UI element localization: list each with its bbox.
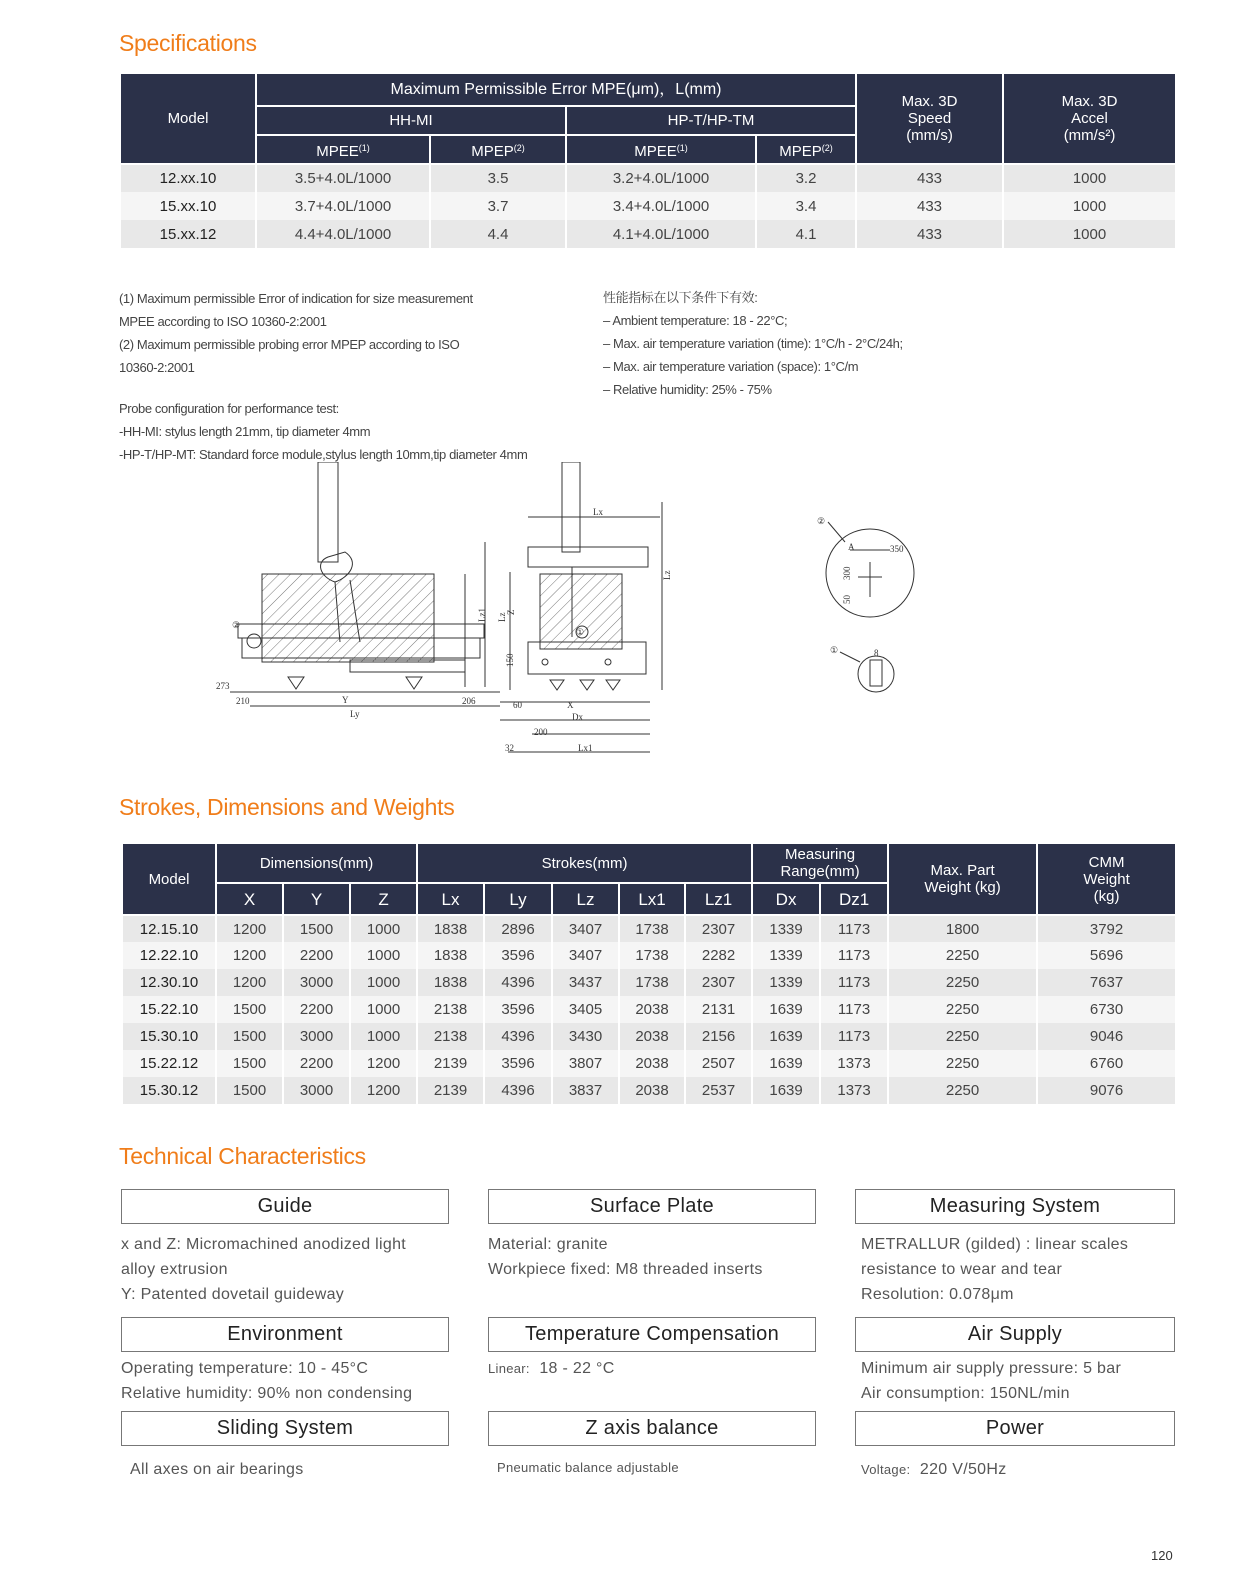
mpee-label: MPEE [316, 142, 359, 160]
text-line: METRALLUR (gilded) : linear scales [861, 1236, 1129, 1253]
col-strokes: Strokes(mm) [417, 843, 752, 883]
mpee-sup: (1) [676, 142, 688, 153]
text-line: Operating temperature: 10 - 45°C [121, 1360, 369, 1377]
mpep-label: MPEP [779, 142, 822, 160]
cell: 2307 [685, 915, 752, 942]
col-hh-mpee [256, 135, 430, 164]
cell: 4.1 [756, 220, 856, 248]
cell: 3.7 [430, 192, 566, 220]
col-lz: Lz [552, 883, 619, 915]
cell: 1200 [216, 942, 283, 969]
mpep-label: MPEP [471, 142, 514, 160]
cell: 1500 [216, 996, 283, 1023]
col-dimensions: Dimensions(mm) [216, 843, 417, 883]
note-line: (1) Maximum permissible Error of indication for size measurement [119, 291, 473, 306]
note-line: 性能指标在以下条件下有效: [603, 290, 758, 305]
cell: 3000 [283, 969, 350, 996]
table-row [122, 1023, 1176, 1050]
cell: 1000 [350, 942, 417, 969]
cell-model: 15.30.12 [122, 1077, 216, 1104]
power-box: Power [855, 1411, 1175, 1446]
feet [288, 677, 422, 689]
table-row [122, 969, 1176, 996]
cell: 2138 [417, 996, 484, 1023]
table-row [122, 915, 1176, 942]
dim-lx1: Lx1 [578, 743, 593, 753]
text-line: Pneumatic balance adjustable [497, 1460, 679, 1475]
cell: 2038 [619, 1077, 685, 1104]
cell-model: 15.22.12 [122, 1050, 216, 1077]
cell: 3.4 [756, 192, 856, 220]
cell: 1173 [820, 996, 888, 1023]
cell: 2250 [888, 1023, 1037, 1050]
cell: 1738 [619, 969, 685, 996]
cell: 433 [856, 220, 1003, 248]
cell: 2250 [888, 1077, 1037, 1104]
cell: 1500 [216, 1050, 283, 1077]
col-model: Model [120, 73, 256, 164]
col-ly: Ly [484, 883, 552, 915]
cell: 3437 [552, 969, 619, 996]
cell: 2250 [888, 969, 1037, 996]
cell: 3430 [552, 1023, 619, 1050]
cell-model: 15.22.10 [122, 996, 216, 1023]
cell: 1800 [888, 915, 1037, 942]
dim-ly: Ly [350, 709, 360, 719]
col-dx: Dx [752, 883, 820, 915]
cell: 1838 [417, 969, 484, 996]
cell: 1200 [350, 1050, 417, 1077]
dim-350: 350 [890, 544, 904, 554]
col-measuring [752, 843, 888, 883]
col-dz1: Dz1 [820, 883, 888, 915]
cell-model: 15.xx.12 [120, 220, 256, 248]
cell: 3407 [552, 915, 619, 942]
notes-left [119, 287, 519, 379]
measuring-system-text [861, 1232, 1128, 1307]
strokes-title: Strokes, Dimensions and Weights [119, 794, 455, 820]
z-axis-balance-box: Z axis balance [488, 1411, 816, 1446]
text-line: Material: granite [488, 1236, 608, 1253]
cell: 1500 [216, 1077, 283, 1104]
cell: 1639 [752, 1050, 820, 1077]
cell: 1838 [417, 915, 484, 942]
cell: 2138 [417, 1023, 484, 1050]
dim-210: 210 [236, 696, 250, 706]
cell: 2200 [283, 1050, 350, 1077]
text-line: Air consumption: 150NL/min [861, 1385, 1070, 1402]
cell: 2250 [888, 942, 1037, 969]
col-cmm-weight [1037, 843, 1176, 915]
cell: 3.2 [756, 164, 856, 192]
guide-box: Guide [121, 1189, 449, 1224]
cell: 1639 [752, 1077, 820, 1104]
dim-lz-small: Lz [497, 612, 507, 622]
cell: 1639 [752, 1023, 820, 1050]
accel-label: Max. 3D Accel (mm/s²) [1061, 93, 1118, 144]
cell: 4.4+4.0L/1000 [256, 220, 430, 248]
note-line: -HH-MI: stylus length 21mm, tip diameter 4mm [119, 424, 371, 439]
text-line: Relative humidity: 90% non condensing [121, 1385, 413, 1402]
z-axis-balance-text [497, 1455, 679, 1480]
tech-title: Technical Characteristics [119, 1143, 366, 1169]
dim-32: 32 [505, 743, 514, 753]
table-row [122, 1077, 1176, 1104]
mpep-sup: (2) [513, 142, 525, 153]
granite-block [262, 574, 434, 662]
cell: 3807 [552, 1050, 619, 1077]
cell: 3407 [552, 942, 619, 969]
table-row [122, 1050, 1176, 1077]
temperature-compensation-box: Temperature Compensation [488, 1317, 816, 1352]
dim-50: 50 [842, 595, 852, 604]
note-line: 10360-2:2001 [119, 360, 195, 375]
technical-drawing [210, 462, 930, 762]
note-line: – Ambient temperature: 18 - 22°C; [603, 313, 788, 328]
text-line: All axes on air bearings [130, 1461, 304, 1478]
notes-right [603, 286, 983, 401]
guide-text [121, 1232, 406, 1307]
mpep-sup: (2) [821, 142, 833, 153]
cell: 1173 [820, 1023, 888, 1050]
col-x: X [216, 883, 283, 915]
page-number: 120 [1151, 1548, 1173, 1563]
col-lx1: Lx1 [619, 883, 685, 915]
cell: 4396 [484, 1023, 552, 1050]
strokes-table [121, 842, 1177, 1104]
cell-model: 15.xx.10 [120, 192, 256, 220]
cell: 6760 [1037, 1050, 1176, 1077]
table-row [122, 942, 1176, 969]
cell: 1339 [752, 969, 820, 996]
cell: 1000 [350, 969, 417, 996]
voltage-label: Voltage: [861, 1462, 911, 1477]
text-line: alloy extrusion [121, 1261, 228, 1278]
notes-probe [119, 397, 589, 466]
detail-1-label: ① [830, 645, 839, 655]
text-line: Resolution: 0.078μm [861, 1286, 1014, 1303]
mpee-sup: (1) [358, 142, 370, 153]
cell: 1639 [752, 996, 820, 1023]
cell: 9046 [1037, 1023, 1176, 1050]
col-mpe: Maximum Permissible Error MPE(μm)，L(mm) [256, 73, 856, 106]
air-supply-text [861, 1356, 1121, 1406]
dim-60: 60 [513, 700, 522, 710]
cell: 3000 [283, 1077, 350, 1104]
dim-150: 150 [505, 653, 515, 667]
air-supply-box: Air Supply [855, 1317, 1175, 1352]
dim-273: 273 [216, 681, 230, 691]
cell: 2200 [283, 996, 350, 1023]
cell-model: 12.30.10 [122, 969, 216, 996]
specifications-title: Specifications [119, 30, 257, 56]
table-row [120, 220, 1176, 248]
environment-box: Environment [121, 1317, 449, 1352]
bridge [528, 547, 648, 567]
cell: 3000 [283, 1023, 350, 1050]
detail-1-circle [858, 656, 894, 692]
cell: 1200 [216, 915, 283, 942]
note-line: Probe configuration for performance test: [119, 401, 339, 416]
note-line: – Max. air temperature variation (time): 1°C/h - 2°C/24h; [603, 336, 903, 351]
cell: 1200 [350, 1077, 417, 1104]
cell: 1000 [1003, 192, 1176, 220]
col-hhmi: HH-MI [256, 106, 566, 135]
dim-lx: Lx [593, 507, 603, 517]
cell: 433 [856, 192, 1003, 220]
note-line: (2) Maximum permissible probing error MPEP according to ISO [119, 337, 460, 352]
cell: 7637 [1037, 969, 1176, 996]
cell: 2250 [888, 996, 1037, 1023]
cell: 2537 [685, 1077, 752, 1104]
note-line: -HP-T/HP-MT: Standard force module,stylus length 10mm,tip diameter 4mm [119, 447, 528, 462]
cell: 1838 [417, 942, 484, 969]
detail-callout-2 [247, 634, 261, 648]
cell: 3837 [552, 1077, 619, 1104]
sliding-system-box: Sliding System [121, 1411, 449, 1446]
note-line: – Max. air temperature variation (space): 1°C/m [603, 359, 859, 374]
text-line: Y: Patented dovetail guideway [121, 1286, 345, 1303]
note-line: MPEE according to ISO 10360-2:2001 [119, 314, 327, 329]
col-hh-mpep [430, 135, 566, 164]
part-weight-label: Max. Part Weight (kg) [924, 862, 1001, 896]
cell: 5696 [1037, 942, 1176, 969]
specifications-table [119, 72, 1177, 248]
dim-lz1: Lz1 [477, 608, 487, 622]
cell: 2038 [619, 996, 685, 1023]
cell: 1000 [350, 996, 417, 1023]
cell: 1000 [350, 1023, 417, 1050]
col-hp-mpep [756, 135, 856, 164]
cell: 3792 [1037, 915, 1176, 942]
cell: 2200 [283, 942, 350, 969]
cell-model: 12.22.10 [122, 942, 216, 969]
dim-8: 8 [874, 648, 879, 658]
cell: 3405 [552, 996, 619, 1023]
power-text [861, 1457, 1007, 1482]
cell: 1339 [752, 915, 820, 942]
cell: 1738 [619, 942, 685, 969]
cell: 2307 [685, 969, 752, 996]
mpee-label: MPEE [634, 142, 677, 160]
cell: 3.5+4.0L/1000 [256, 164, 430, 192]
cell: 3596 [484, 1050, 552, 1077]
voltage-value: 220 V/50Hz [919, 1461, 1007, 1478]
dim-300: 300 [842, 566, 852, 580]
col-lx: Lx [417, 883, 484, 915]
col-model: Model [122, 843, 216, 915]
cell: 3596 [484, 996, 552, 1023]
text-line: resistance to wear and tear [861, 1261, 1063, 1278]
cell: 1173 [820, 969, 888, 996]
col-hpt: HP-T/HP-TM [566, 106, 856, 135]
callout-2-label: ② [232, 620, 241, 630]
detail-2-label: ② [817, 516, 826, 526]
col-z: Z [350, 883, 417, 915]
cell: 1373 [820, 1077, 888, 1104]
environment-text [121, 1356, 412, 1406]
callout-1-label: ① [576, 627, 585, 637]
cell: 4.4 [430, 220, 566, 248]
cell: 1000 [1003, 220, 1176, 248]
linear-label: Linear: [488, 1361, 530, 1376]
measuring-label: Measuring Range(mm) [780, 846, 860, 880]
linear-value: 18 - 22 °C [539, 1360, 615, 1377]
cell: 4.1+4.0L/1000 [566, 220, 756, 248]
dim-z: Z [506, 609, 516, 615]
col-part-weight [888, 843, 1037, 915]
cell: 2038 [619, 1050, 685, 1077]
cell: 4396 [484, 969, 552, 996]
cell: 2139 [417, 1077, 484, 1104]
dim-a: A [848, 542, 855, 552]
cell: 433 [856, 164, 1003, 192]
dim-y: Y [342, 695, 349, 705]
cell: 1173 [820, 942, 888, 969]
table-row [120, 164, 1176, 192]
cell: 2131 [685, 996, 752, 1023]
cell-model: 12.xx.10 [120, 164, 256, 192]
cmm-weight-label: CMM Weight (kg) [1083, 853, 1130, 905]
sliding-system-text [130, 1457, 304, 1482]
cell: 3596 [484, 942, 552, 969]
dim-dx: Dx [572, 712, 583, 722]
surface-plate-text [488, 1232, 763, 1282]
col-y: Y [283, 883, 350, 915]
cell: 2038 [619, 1023, 685, 1050]
cell: 3.7+4.0L/1000 [256, 192, 430, 220]
dim-lz: Lz [662, 570, 672, 580]
surface-plate-box: Surface Plate [488, 1189, 816, 1224]
cell-model: 12.15.10 [122, 915, 216, 942]
speed-label: Max. 3D Speed (mm/s) [901, 93, 958, 144]
cell: 6730 [1037, 996, 1176, 1023]
cell: 2139 [417, 1050, 484, 1077]
cell: 1373 [820, 1050, 888, 1077]
cell: 3.2+4.0L/1000 [566, 164, 756, 192]
text-line: Minimum air supply pressure: 5 bar [861, 1360, 1122, 1377]
cell: 1500 [216, 1023, 283, 1050]
dim-200: 200 [534, 727, 548, 737]
cell: 2896 [484, 915, 552, 942]
col-lz1: Lz1 [685, 883, 752, 915]
temperature-compensation-text [488, 1356, 615, 1381]
column-front [562, 462, 580, 552]
cell: 1200 [216, 969, 283, 996]
cell: 1173 [820, 915, 888, 942]
col-accel [1003, 73, 1176, 164]
column-side [318, 462, 338, 562]
cell: 1000 [350, 915, 417, 942]
dim-x: X [567, 700, 574, 710]
col-hp-mpee [566, 135, 756, 164]
cell: 3.5 [430, 164, 566, 192]
text-line: Workpiece fixed: M8 threaded inserts [488, 1261, 763, 1278]
cell: 1500 [283, 915, 350, 942]
cell: 2156 [685, 1023, 752, 1050]
cell: 9076 [1037, 1077, 1176, 1104]
cell: 2507 [685, 1050, 752, 1077]
measuring-system-box: Measuring System [855, 1189, 1175, 1224]
cell: 1738 [619, 915, 685, 942]
cell: 2250 [888, 1050, 1037, 1077]
table-row [120, 192, 1176, 220]
cell: 1339 [752, 942, 820, 969]
note-line: – Relative humidity: 25% - 75% [603, 382, 772, 397]
table-row [122, 996, 1176, 1023]
cell-model: 15.30.10 [122, 1023, 216, 1050]
cell: 1000 [1003, 164, 1176, 192]
cell: 2282 [685, 942, 752, 969]
dim-206: 206 [462, 696, 476, 706]
text-line: x and Z: Micromachined anodized light [121, 1236, 407, 1253]
cell: 4396 [484, 1077, 552, 1104]
col-speed [856, 73, 1003, 164]
cell: 3.4+4.0L/1000 [566, 192, 756, 220]
